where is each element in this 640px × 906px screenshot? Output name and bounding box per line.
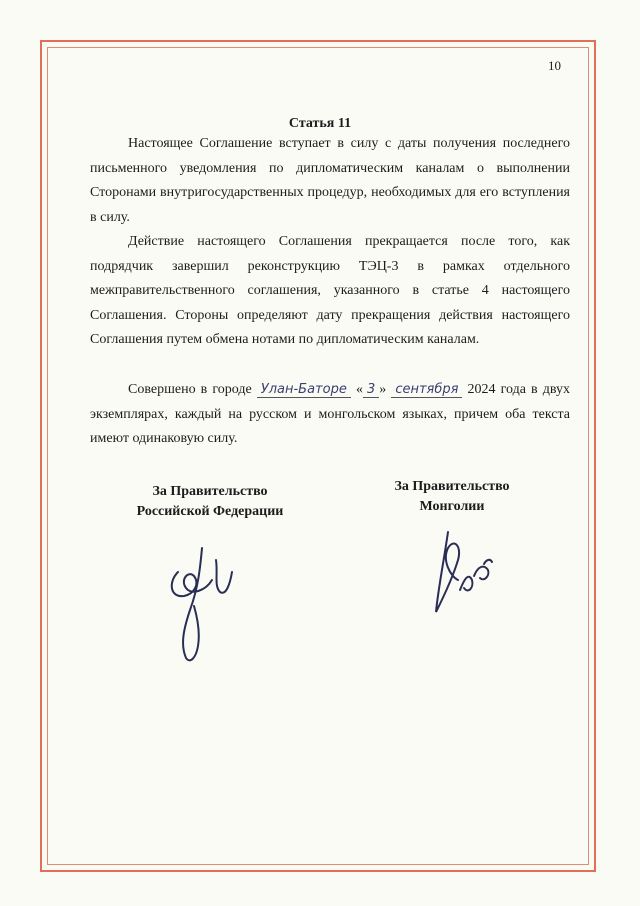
signatory-line2: Российской Федерации: [136, 504, 284, 519]
article-title: Статья 11: [288, 116, 352, 131]
quote-close: »: [379, 382, 387, 397]
paragraph-conclusion: [90, 378, 570, 452]
signatory-line1: За Правительство: [394, 479, 510, 494]
paragraph-entry-into-force: [90, 132, 570, 230]
paragraph-text: Действие настоящего Соглашения прекращается после того, как подрядчик завершил реконструкцию ТЭЦ-3 в рамках отдельного межправительственного соглашения, указанного в статье 4 настоящего Соглашения. Стороны определяют дату прекращения действия настоящего Соглашения путем обмена нотами по дипломатическим каналам.: [90, 234, 570, 347]
signatory-line1: За Правительство: [152, 484, 268, 499]
day-handwritten: 3: [363, 382, 379, 398]
signatory-line2: Монголии: [419, 499, 485, 514]
paragraph-text: Настоящее Соглашение вступает в силу с даты получения последнего письменного уведомления по дипломатическим каналам о выполнении Сторонами внутригосударственных процедур, необходимых для его вступления в силу.: [90, 136, 570, 225]
conclusion-prefix: Совершено в городе: [128, 382, 252, 397]
quote-open: «: [355, 382, 363, 397]
conclusion-suffix: 2024 года в двух экземплярах, каждый на русском и монгольском языках, причем оба текста имеют одинаковую силу.: [90, 382, 571, 446]
month-handwritten: сентября: [391, 382, 462, 398]
page-number: 10: [548, 58, 561, 73]
signature-mongolia: [428, 520, 498, 620]
paragraph-termination: [90, 230, 570, 353]
signature-russia: [160, 540, 240, 670]
signatory-mongolia: [332, 477, 572, 517]
signatory-russia: [90, 482, 330, 522]
city-handwritten: Улан-Баторе: [257, 382, 351, 398]
